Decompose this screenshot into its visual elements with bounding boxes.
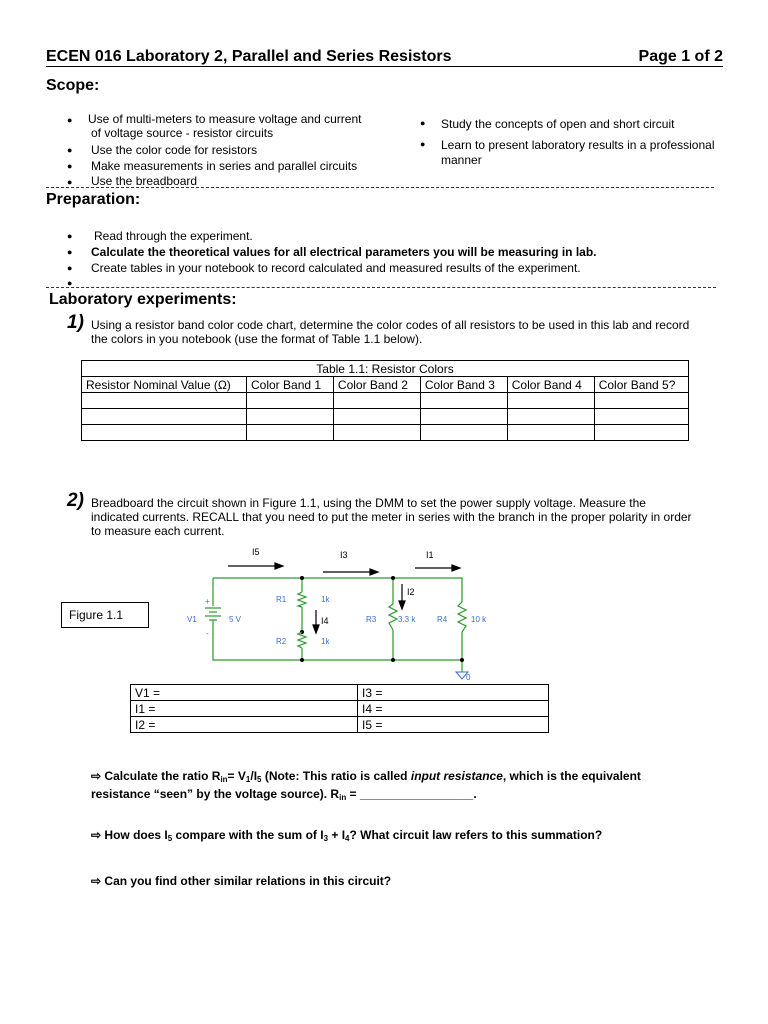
table-cell[interactable] — [507, 393, 594, 409]
label-i5: I5 — [252, 547, 260, 557]
table-header: Color Band 2 — [333, 377, 420, 393]
scope-heading: Scope: — [46, 77, 100, 94]
label-ground: 0 — [466, 673, 471, 682]
label-i2: I2 — [407, 587, 415, 597]
preparation-item: Read through the experiment. — [94, 229, 253, 243]
arrow-i5-icon — [228, 563, 283, 569]
arrow-right-icon: ⇨ — [91, 828, 102, 842]
table-cell[interactable]: I2 = — [131, 717, 358, 733]
table-cell[interactable] — [420, 409, 507, 425]
bullet-icon: ● — [67, 263, 73, 273]
table-header-row — [82, 377, 689, 393]
label-i1: I1 — [426, 550, 434, 560]
scope-item: Make measurements in series and parallel circuits — [91, 159, 358, 173]
scope-item: Use the breadboard — [91, 174, 198, 188]
table-cell[interactable] — [247, 393, 334, 409]
arrow-right-icon: ⇨ — [91, 769, 102, 783]
table-cell[interactable]: I5 = — [358, 717, 549, 733]
table-cell[interactable] — [247, 409, 334, 425]
table-cell[interactable] — [82, 409, 247, 425]
scope-item: manner — [441, 153, 482, 167]
label-plus: + — [205, 597, 210, 606]
bullet-icon: ● — [67, 115, 73, 125]
table-caption-row — [82, 361, 689, 377]
step2-text: to measure each current. — [91, 524, 225, 538]
resistor-r1-icon — [298, 592, 306, 607]
bullet-icon: ● — [67, 247, 73, 257]
arrow-i4-icon — [313, 610, 319, 633]
bullet-icon: ● — [420, 139, 426, 149]
table-cell[interactable] — [247, 425, 334, 441]
arrow-i1-icon — [415, 565, 460, 571]
table-header: Resistor Nominal Value (Ω) — [82, 377, 247, 393]
table-cell[interactable] — [333, 393, 420, 409]
table-header: Color Band 1 — [247, 377, 334, 393]
question-relations: ⇨ Can you find other similar relations in this circuit? — [91, 874, 392, 888]
table-cell[interactable] — [594, 393, 688, 409]
scope-item: Use of multi-meters to measure voltage and current — [88, 112, 362, 126]
label-r1-value: 1k — [321, 595, 330, 604]
label-i3: I3 — [340, 550, 348, 560]
table-cell[interactable]: I3 = — [358, 685, 549, 701]
label-r1: R1 — [276, 595, 287, 604]
arrow-right-icon: ⇨ — [91, 874, 102, 888]
table-cell[interactable] — [507, 409, 594, 425]
question-kcl: ⇨ How does $I_5$ compare with the sum of $I_3 + I_4$? What circuit law refers to this summation? — [91, 828, 603, 843]
step1-text: the colors in you notebook (use the format of Table 1.1 below). — [91, 332, 423, 346]
preparation-item: Calculate the theoretical values for all electrical parameters you will be measuring in lab. — [91, 245, 597, 259]
bullet-icon: ● — [67, 278, 73, 288]
lab-heading: Laboratory experiments: — [49, 291, 237, 308]
battery-icon — [205, 608, 221, 630]
resistor-r4-icon — [458, 602, 466, 632]
label-r4: R4 — [437, 615, 448, 624]
bullet-icon: ● — [67, 177, 73, 187]
label-minus: - — [206, 629, 209, 638]
step2-text: Breadboard the circuit shown in Figure 1.1, using the DMM to set the power supply voltage. Measure the — [91, 496, 646, 510]
scope-item: of voltage source - resistor circuits — [91, 126, 274, 140]
bullet-icon: ● — [67, 161, 73, 171]
table-cell[interactable]: I4 = — [358, 701, 549, 717]
label-r3-value: 3.3 k — [398, 615, 416, 624]
preparation-item: Create tables in your notebook to record calculated and measured results of the experiment. — [91, 261, 581, 275]
label-i4: I4 — [321, 616, 329, 626]
table-row — [131, 701, 549, 717]
resistor-colors-table — [81, 360, 689, 441]
table-header: Color Band 3 — [420, 377, 507, 393]
label-r4-value: 10 k — [471, 615, 487, 624]
bullet-icon: ● — [67, 145, 73, 155]
page-header — [46, 48, 723, 67]
table-row — [82, 425, 689, 441]
label-r2: R2 — [276, 637, 287, 646]
resistor-r2-icon — [298, 632, 306, 648]
scope-item: Learn to present laboratory results in a professional — [441, 138, 715, 152]
circuit-diagram — [175, 540, 515, 685]
table-cell[interactable] — [594, 425, 688, 441]
divider — [46, 187, 714, 188]
bullet-icon: ● — [420, 118, 426, 128]
table-cell[interactable]: I1 = — [131, 701, 358, 717]
step-number: 1) — [67, 312, 84, 333]
label-v1-value: 5 V — [229, 615, 242, 624]
page-number: Page 1 of 2 — [638, 48, 723, 65]
circuit-wires — [213, 578, 462, 672]
preparation-heading: Preparation: — [46, 191, 141, 208]
table-row — [131, 685, 549, 701]
table-row — [82, 393, 689, 409]
scope-item: Use the color code for resistors — [91, 143, 258, 157]
bullet-icon: ● — [67, 231, 73, 241]
table-cell[interactable] — [507, 425, 594, 441]
table-row — [82, 409, 689, 425]
step1-text: Using a resistor band color code chart, determine the color codes of all resistors to be used in this lab and record — [91, 318, 690, 332]
table-cell[interactable] — [594, 409, 688, 425]
table-cell[interactable] — [420, 425, 507, 441]
measurement-table — [130, 684, 549, 733]
table-cell[interactable] — [333, 425, 420, 441]
arrow-i2-icon — [399, 584, 405, 609]
label-v1: V1 — [187, 615, 197, 624]
table-cell[interactable] — [82, 393, 247, 409]
table-header: Color Band 4 — [507, 377, 594, 393]
table-cell[interactable] — [420, 393, 507, 409]
table-header: Color Band 5? — [594, 377, 688, 393]
divider — [46, 287, 716, 288]
table-cell[interactable] — [333, 409, 420, 425]
resistor-r3-icon — [389, 604, 397, 630]
label-r2-value: 1k — [321, 637, 330, 646]
step2-text: indicated currents. RECALL that you need to put the meter in series with the branch in the proper polarity in order — [91, 510, 692, 524]
table-caption: Table 1.1: Resistor Colors — [82, 361, 689, 377]
figure-label-box — [61, 602, 149, 628]
step-number: 2) — [67, 490, 84, 511]
table-cell[interactable] — [82, 425, 247, 441]
arrow-i3-icon — [323, 569, 378, 575]
scope-item: Study the concepts of open and short circuit — [441, 117, 675, 131]
document-title: ECEN 016 Laboratory 2, Parallel and Series Resistors — [46, 48, 452, 65]
table-cell[interactable]: V1 = — [131, 685, 358, 701]
figure-label: Figure 1.1 — [69, 608, 124, 622]
label-r3: R3 — [366, 615, 377, 624]
table-row — [131, 717, 549, 733]
question-input-resistance: ⇨ Calculate the ratio $R_{in}= V_1/I_5$ (Note: This ratio is called input resistance, which is the equivalent resistance “seen” by the voltage source). $R_{in}$ = _________________. — [91, 769, 641, 802]
